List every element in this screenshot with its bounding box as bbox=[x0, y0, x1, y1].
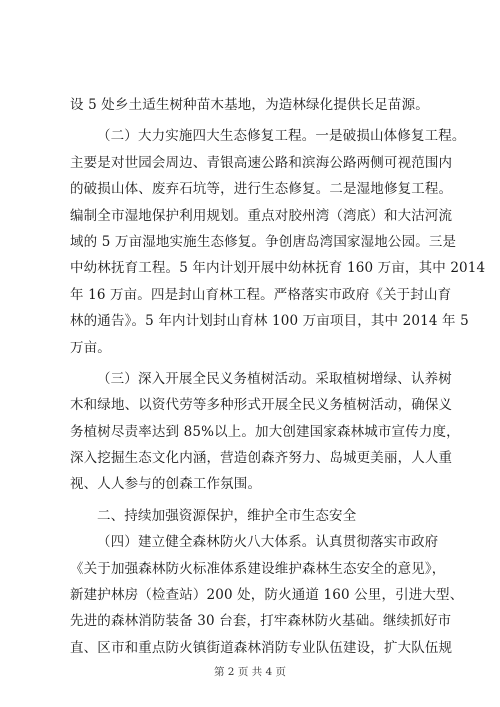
text-line: 林的通告》。5 年内计划封山育林 100 万亩项目，其中 2014 年 5 bbox=[70, 313, 469, 330]
text-line: 先进的森林消防装备 30 台套，打牢森林防火基础。继续抓好市 bbox=[70, 613, 452, 630]
text-line: 直、区市和重点防火镇街道森林消防专业队伍建设，扩大队伍规 bbox=[70, 639, 453, 656]
text-line: 木和绿地、以资代劳等多种形式开展全民义务植树活动，确保义 bbox=[70, 397, 453, 414]
paragraph bbox=[70, 123, 486, 361]
text-line: 务植树尽责率达到 85%以上。加大创建国家森林城市宣传力度， bbox=[70, 423, 460, 440]
text-line: 深入挖掘生态文化内涵，营造创森齐努力、岛城更美丽，人人重 bbox=[70, 450, 453, 467]
paragraph bbox=[70, 366, 460, 498]
text-line: 中幼林抚育工程。5 年内计划开展中幼林抚育 160 万亩，其中 2014 bbox=[70, 260, 486, 277]
text-line: 年 16 万亩。四是封山育林工程。严格落实市政府《关于封山育 bbox=[70, 286, 452, 303]
text-line: 主要是对世园会周边、青银高速公路和滨海公路两侧可视范围内 bbox=[70, 154, 453, 171]
page-footer: 第 2 页 共 4 页 bbox=[213, 666, 287, 678]
text-line: 万亩。 bbox=[70, 339, 111, 356]
text-line: 设 5 处乡土适生树种苗木基地，为造林绿化提供长足苗源。 bbox=[70, 97, 429, 113]
text-line: 二、持续加强资源保护，维护全市生态安全 bbox=[97, 507, 357, 524]
text-line: （三）深入开展全民义务植树活动。采取植树增绿、认养树 bbox=[97, 370, 452, 387]
text-line: 视、人人参与的创森工作氛围。 bbox=[70, 476, 262, 493]
text-line: 《关于加强森林防火标准体系建设维护森林生态安全的意见》， bbox=[70, 560, 446, 577]
text-line: 的破损山体、废弃石坑等，进行生态修复。二是湿地修复工程。 bbox=[70, 181, 453, 198]
paragraph bbox=[70, 503, 432, 529]
text-line: （二）大力实施四大生态修复工程。一是破损山体修复工程。 bbox=[97, 128, 466, 145]
text-line: 编制全市湿地保护利用规划。重点对胶州湾（湾底）和大沽河流 bbox=[70, 207, 453, 224]
body-text bbox=[70, 92, 486, 661]
text-line: 新建护林房（检查站）200 处，防火通道 160 公里，引进大型、 bbox=[70, 587, 464, 604]
paragraph bbox=[70, 529, 464, 661]
text-line: （四）建立健全森林防火八大体系。认真贯彻落实市政府 bbox=[97, 534, 439, 551]
text-line: 域的 5 万亩湿地实施生态修复。争创唐岛湾国家湿地公园。三是 bbox=[70, 233, 457, 250]
paragraph bbox=[70, 92, 432, 118]
